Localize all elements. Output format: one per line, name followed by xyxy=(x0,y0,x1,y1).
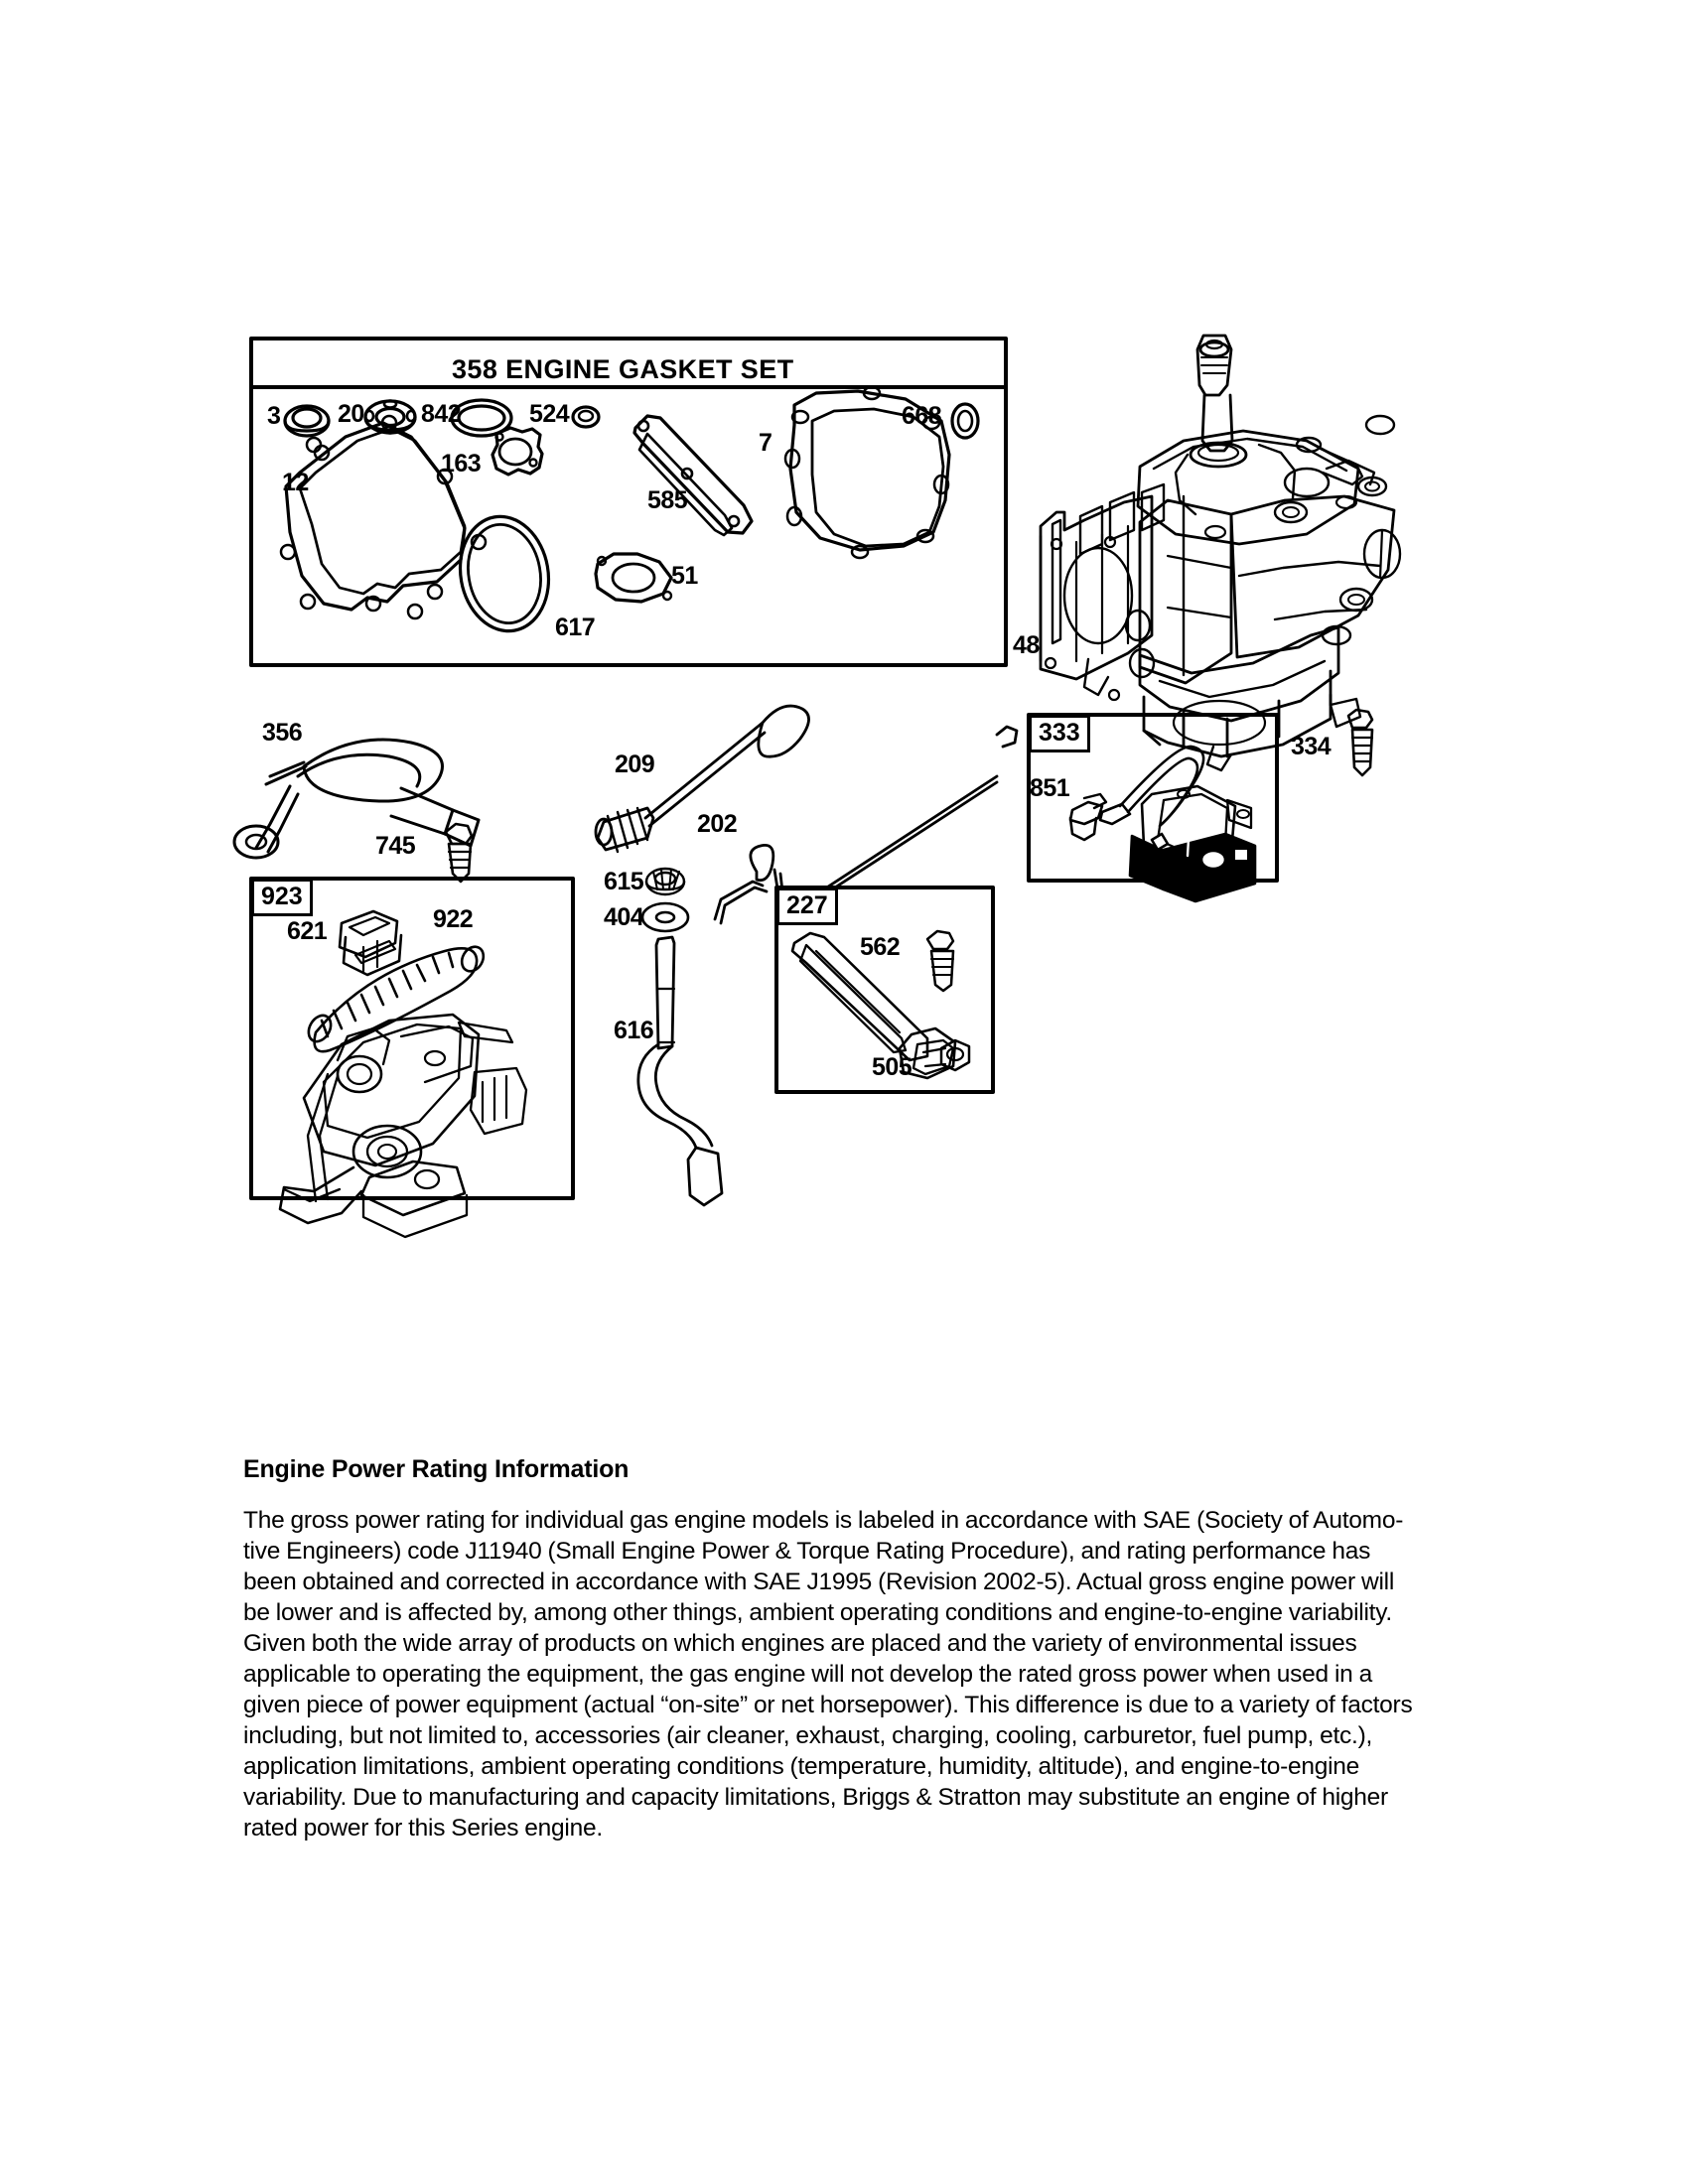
part-51-gasket-exhaust xyxy=(596,554,671,602)
part-48-cylinder-assembly xyxy=(1041,336,1400,770)
box-label-923: 923 xyxy=(251,879,313,916)
callout-404: 404 xyxy=(604,903,644,931)
section-body-text: The gross power rating for individual gas engine models is labeled in accordance with SAE (Society of Automo-tive Engineers) code J11940 (Small Engine Power & Torque Rating Procedure), and rating performance has been obtained and corrected in accordance with SAE J1995 (Revision 2002-5). Actual gross engine power will be lower and is affected by, among other things, ambient operating conditions and engine-to-engine variability. Given both the wide array of products on which engines are placed and the variety of environmental issues applicable to operating the equipment, the gas engine will not develop the rated gross power when used in a given piece of power equipment (actual “on-site” or net horsepower). This difference is due to a variety of factors including, but not limited to, accessories (air cleaner, exhaust, charging, cooling, carburetor, fuel pump, etc.), application limitations, ambient operating conditions (temperature, humidity, altitude), and engine-to-engine variability. Due to manufacturing and capacity limitations, Briggs & Stratton may substitute an engine of higher rated power for this Series engine. xyxy=(243,1506,1413,1842)
part-668-washer xyxy=(952,404,978,438)
callout-616: 616 xyxy=(614,1017,654,1044)
callout-51: 51 xyxy=(671,562,698,590)
part-356-ground-wire xyxy=(234,740,479,858)
part-621-clip xyxy=(340,911,401,975)
part-163-gasket-carb xyxy=(492,428,542,475)
part-3-seal xyxy=(285,406,329,436)
part-524-oring xyxy=(573,407,599,427)
callout-621: 621 xyxy=(287,917,328,945)
part-585-gasket-intake xyxy=(634,416,752,535)
callout-163: 163 xyxy=(441,450,482,478)
box-label-333: 333 xyxy=(1029,715,1090,752)
callout-209: 209 xyxy=(615,751,655,778)
part-12-gasket-crankcase xyxy=(281,416,486,618)
callout-202: 202 xyxy=(697,810,738,838)
part-202-link-governor xyxy=(715,727,1017,923)
callout-20: 20 xyxy=(338,400,364,428)
callout-668: 668 xyxy=(902,402,942,430)
callout-585: 585 xyxy=(647,486,688,514)
callout-745: 745 xyxy=(375,832,416,860)
part-333-armature xyxy=(1100,747,1255,901)
callout-3: 3 xyxy=(267,402,281,430)
callout-562: 562 xyxy=(860,933,901,961)
callout-356: 356 xyxy=(262,719,303,747)
engine-power-rating-section xyxy=(243,1455,1415,1844)
callout-12: 12 xyxy=(282,469,309,496)
part-404-washer xyxy=(642,903,688,931)
part-617-oring-large xyxy=(452,509,558,638)
part-615-speed-nut xyxy=(646,869,684,894)
callout-48: 48 xyxy=(1013,631,1040,659)
callout-922: 922 xyxy=(433,905,474,933)
gasket-set-title: 358 ENGINE GASKET SET xyxy=(452,354,794,384)
part-562-screw xyxy=(927,931,953,991)
callout-334: 334 xyxy=(1291,733,1332,760)
callout-842: 842 xyxy=(421,400,462,428)
part-745-rivet xyxy=(446,824,472,882)
callout-617: 617 xyxy=(555,614,596,641)
callout-7: 7 xyxy=(759,429,772,457)
callout-615: 615 xyxy=(604,868,644,895)
part-616-control-rod xyxy=(638,937,722,1205)
callout-505: 505 xyxy=(872,1053,912,1081)
callout-524: 524 xyxy=(529,400,570,428)
section-heading: Engine Power Rating Information xyxy=(243,1455,630,1483)
box-label-227: 227 xyxy=(776,887,838,925)
callout-851: 851 xyxy=(1030,774,1070,802)
